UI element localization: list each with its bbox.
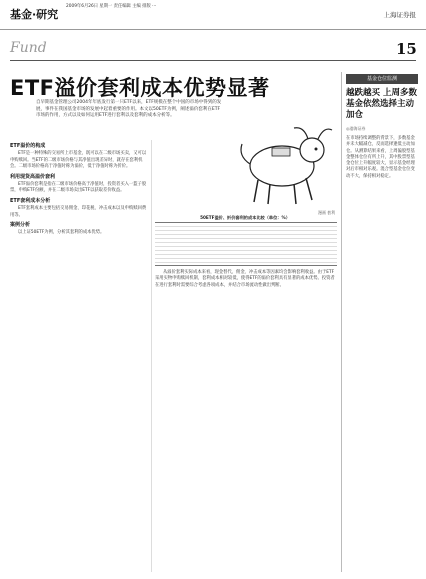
newspaper-name: 上海证券报 bbox=[383, 11, 416, 19]
header-rule bbox=[10, 60, 416, 61]
section-text: 以上证50ETF为例，分析其套利的成本优势。 bbox=[18, 230, 105, 236]
article-lead: 自早期基金管理公司2004年年底发行第一只ETF以来，ETF规模在整个中国的市场中得到的发展，事件在我国基金市场的发展中起着重要的作用。本文以50ETF为例，阐述溢价套利在ETF市场的作用，方式以及如何运用ETF进行套利以及套利的成本分析等。 bbox=[36, 100, 222, 119]
table-row bbox=[155, 259, 337, 263]
bull-cartoon-illustration bbox=[230, 104, 338, 210]
sidebar-headline: 越跌越买 上周多数基金依然选择主动加仓 bbox=[346, 88, 417, 120]
page-header bbox=[0, 0, 426, 30]
section-heading: ETF套利成本分析 bbox=[10, 197, 51, 204]
section-heading: 案例分析 bbox=[10, 222, 31, 229]
article-headline: ETF溢价套利成本优势显著 bbox=[10, 76, 270, 100]
sidebar-text: 在市场持续调整的背景下，多数基金并未大幅减仓，反而选择逢低主动加仓。从测算结果来看，上周偏股型基金整体仓位有所上升，其中股票型基金仓位上升幅度较大，显示基金经理对后市相对乐观。混合型基金仓位变动不大，保持相对稳定。 bbox=[346, 136, 415, 179]
section-heading: 利用现货高溢价套利 bbox=[10, 173, 56, 180]
section-text: ETF溢价套利是指在二级市场价格高于净值时，投资者买入一篮子股票，申购ETF份额，并在二级市场卖出ETF以获取差价收益。 bbox=[10, 182, 147, 194]
article-column-2 bbox=[155, 270, 337, 291]
table-title: 50ETF溢价、折价套利的成本比较（单位：%） bbox=[200, 215, 290, 220]
sidebar-divider bbox=[341, 72, 342, 572]
cost-table bbox=[155, 222, 337, 266]
section-text: ETF套利成本主要包括交易佣金、印花税、冲击成本以及申购赎回费用等。 bbox=[10, 206, 147, 218]
sidebar-banner: 基金仓位监测 bbox=[346, 74, 418, 84]
page-number: 15 bbox=[396, 40, 417, 58]
section-text: ETF是一种特殊的交易所上市基金，既可以在二级市场买卖，又可以申购赎回。当ETF的二级市场价格与其净值出现差异时，就存在套利机会。二级市场价格高于净值时称为溢价，低于净值时称为折价。 bbox=[10, 151, 147, 170]
column-text: 从溢价套利实际成本来看，现金替代、佣金、冲击成本等因素均会影响套利收益。由于ETF采用实物申购赎回机制，套利成本相对较低，使得ETF的溢价套利具有显著的成本优势。投资者在进行套利时需要综合考虑各项成本，并结合市场流动性做出判断。 bbox=[155, 270, 335, 288]
article-column-1 bbox=[10, 140, 148, 239]
section-label: Fund bbox=[10, 40, 47, 56]
section-heading: ETF溢价的构成 bbox=[10, 143, 46, 149]
column-divider bbox=[151, 140, 152, 572]
header-info: 2009年6月26日 星期一 责任编辑 主编 排版 ··· bbox=[66, 4, 157, 9]
cartoon-caption: 漫画 套利 bbox=[318, 210, 336, 215]
section-title: 基金·研究 bbox=[10, 8, 59, 21]
sidebar-byline: ◎渤海证券 bbox=[346, 126, 366, 131]
